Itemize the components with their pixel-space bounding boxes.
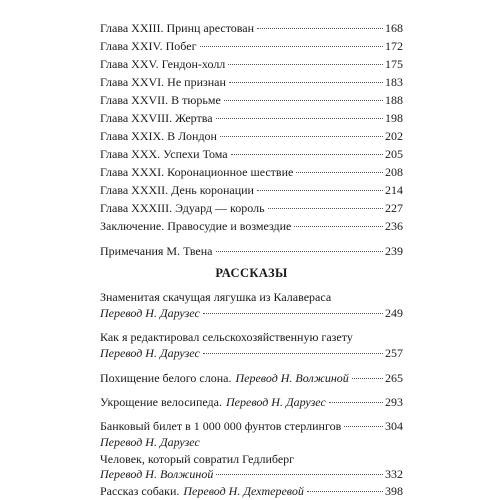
entry-page-number: 175 — [385, 57, 403, 71]
toc-entry — [100, 165, 403, 180]
section-heading: РАССКАЗЫ — [215, 266, 288, 280]
story-credit: Перевод Н. Дарузес — [100, 435, 200, 449]
leader-dots — [257, 190, 383, 191]
entry-title: Глава XXIV. Побег — [100, 39, 197, 53]
leader-dots — [296, 172, 383, 173]
toc-entry — [100, 147, 403, 162]
leader-dots — [257, 28, 383, 29]
entry-page-number: 198 — [385, 111, 403, 125]
toc-entry — [100, 75, 403, 90]
leader-dots — [220, 136, 383, 137]
toc-entry — [100, 219, 403, 234]
toc-entry — [100, 395, 403, 410]
entry-title: Глава XXIX. В Лондон — [100, 129, 217, 143]
entry-title: Глава XXXIII. Эдуард — король — [100, 201, 265, 215]
entry-title: Глава XXXI. Коронационное шествие — [100, 165, 294, 179]
story-credit-line — [100, 435, 403, 450]
leader-dots — [268, 208, 383, 209]
story-title: Человек, который совратил Гедлиберг — [100, 452, 295, 466]
entry-page-number: 183 — [385, 75, 403, 89]
story-credit: Перевод Н. Дарузес — [226, 395, 326, 409]
leader-dots — [229, 82, 383, 83]
toc-entry — [100, 201, 403, 216]
leader-dots — [200, 46, 384, 47]
entry-title: Глава XXIII. Принц арестован — [100, 21, 255, 35]
entry-title: Глава XXV. Гендон-холл — [100, 57, 226, 71]
story-title: Банковый билет в 1 000 000 фунтов стерлингов — [100, 419, 342, 433]
leader-dots — [294, 226, 383, 227]
toc-entry — [100, 183, 403, 198]
entry-page-number: 265 — [385, 371, 403, 385]
leader-dots — [224, 100, 383, 101]
leader-dots — [216, 474, 383, 475]
leader-dots — [216, 251, 383, 252]
toc-entry — [100, 21, 403, 36]
toc-entry — [100, 419, 403, 434]
entry-title: Глава XXX. Успехи Тома — [100, 147, 228, 161]
story-credit-line — [100, 467, 403, 482]
story-title: Рассказ собаки. — [100, 484, 180, 498]
story-title: Укрощение велосипеда. — [100, 395, 222, 409]
toc-entry-notes — [100, 244, 403, 259]
entry-page-number: 205 — [385, 147, 403, 161]
entry-page-number: 257 — [385, 346, 403, 360]
toc-entry — [100, 93, 403, 108]
entry-page-number: 304 — [385, 419, 403, 433]
leader-dots — [307, 491, 383, 492]
entry-title: Глава XXVI. Не признан — [100, 75, 226, 89]
entry-page-number: 188 — [385, 93, 403, 107]
leader-dots — [352, 378, 383, 379]
story-title: Знаменитая скачущая лягушка из Калавераса — [100, 290, 332, 304]
entry-page-number: 239 — [385, 244, 403, 258]
entry-page-number: 293 — [385, 395, 403, 409]
entry-page-number: 208 — [385, 165, 403, 179]
entry-title: Примечания М. Твена — [100, 244, 213, 258]
toc-entry — [100, 57, 403, 72]
entry-page-number: 398 — [385, 484, 403, 498]
story-credit-line — [100, 346, 403, 361]
entry-title: Заключение. Правосудие и возмездие — [100, 219, 292, 233]
entry-page-number: 202 — [385, 129, 403, 143]
story-credit: Перевод Н. Волжиной — [235, 371, 349, 385]
leader-dots — [216, 118, 383, 119]
story-credit-line — [100, 306, 403, 321]
leader-dots — [203, 313, 383, 314]
story-title: Похищение белого слона. — [100, 371, 232, 385]
entry-title: Глава XXVIII. Жертва — [100, 111, 213, 125]
entry-page-number: 172 — [385, 39, 403, 53]
entry-page-number: 249 — [385, 306, 403, 320]
toc-entry — [100, 129, 403, 144]
story-credit: Перевод Н. Волжиной — [100, 467, 214, 481]
entry-page-number: 332 — [385, 467, 403, 481]
leader-dots — [231, 154, 383, 155]
entry-page-number: 236 — [385, 219, 403, 233]
entry-title: Глава XXXII. День коронации — [100, 183, 254, 197]
leader-dots — [329, 402, 383, 403]
entry-page-number: 227 — [385, 201, 403, 215]
toc-entry — [100, 371, 403, 386]
leader-dots — [203, 353, 383, 354]
toc-entry — [100, 484, 403, 499]
entry-page-number: 168 — [385, 21, 403, 35]
leader-dots — [228, 64, 383, 65]
leader-dots — [344, 426, 383, 427]
toc-entry — [100, 111, 403, 126]
story-credit: Перевод Н. Дарузес — [100, 306, 200, 320]
story-credit: Перевод Н. Дехтеревой — [183, 484, 304, 498]
story-title: Как я редактировал сельскохозяйственную газету — [100, 330, 353, 344]
entry-title: Глава XXVII. В тюрьме — [100, 93, 221, 107]
toc-entry — [100, 39, 403, 54]
story-credit: Перевод Н. Дарузес — [100, 346, 200, 360]
entry-page-number: 214 — [385, 183, 403, 197]
